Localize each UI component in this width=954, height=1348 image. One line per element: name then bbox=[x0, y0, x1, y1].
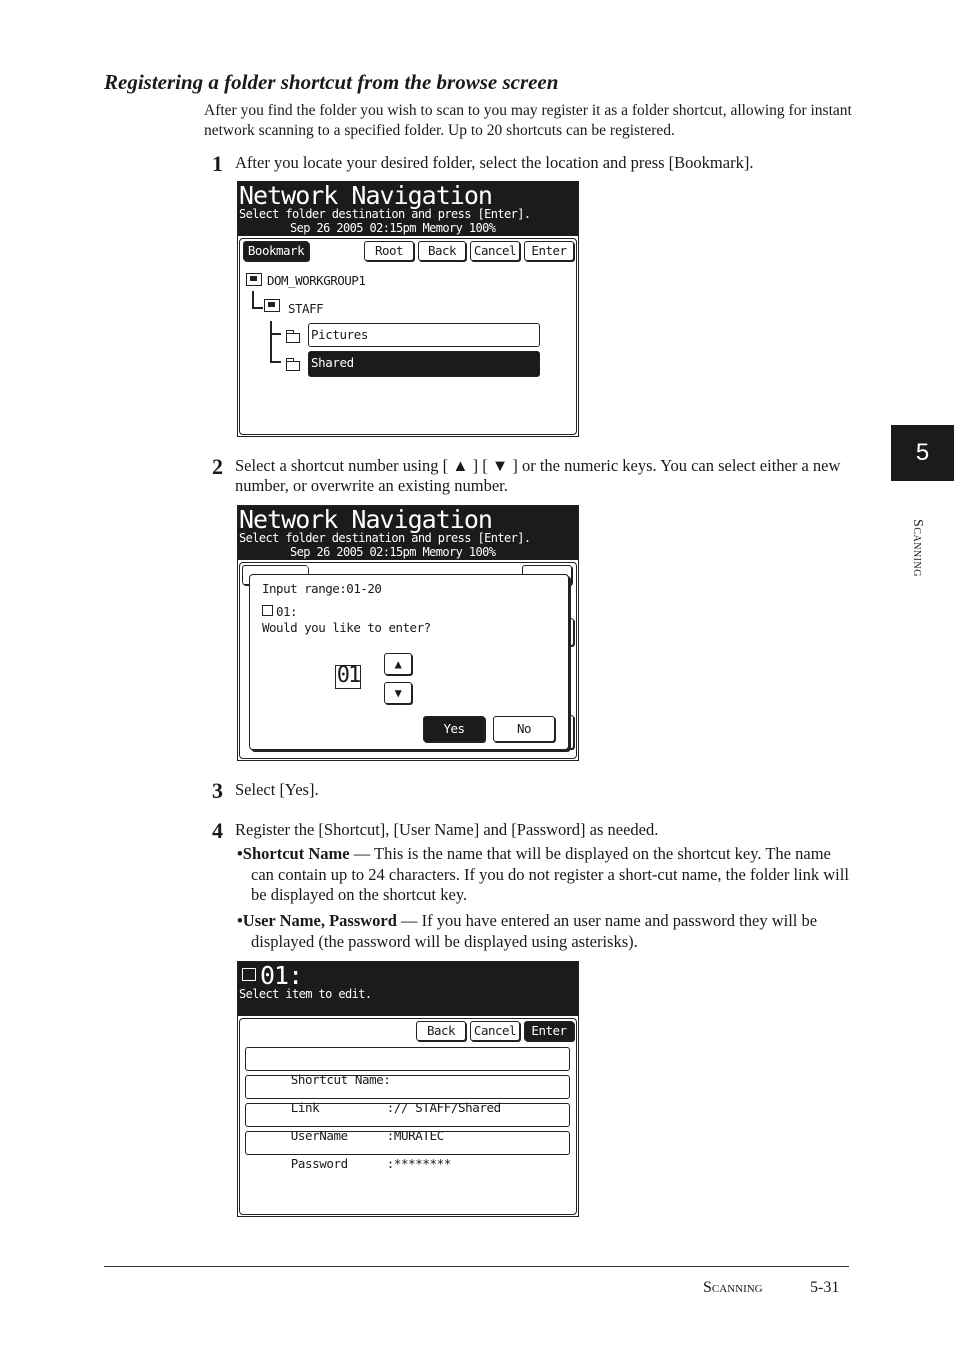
shortcut-icon bbox=[242, 968, 256, 981]
cancel-button[interactable]: Cancel bbox=[470, 241, 520, 261]
section-heading: Registering a folder shortcut from the browse screen bbox=[104, 70, 559, 94]
folder-icon bbox=[286, 361, 300, 371]
bullet-term: •Shortcut Name bbox=[237, 844, 350, 863]
root-button[interactable]: Root bbox=[364, 241, 414, 261]
chapter-tab: 5 bbox=[891, 425, 954, 481]
lcd-status-line: Sep 26 2005 02:15pm Memory 100% bbox=[290, 545, 496, 559]
bullet-term: •User Name, Password bbox=[237, 911, 397, 930]
bullet-user-name-password bbox=[237, 911, 857, 952]
link-field[interactable] bbox=[245, 1075, 570, 1115]
folder-row-pictures[interactable]: Pictures bbox=[308, 323, 540, 347]
shortcut-icon bbox=[262, 605, 273, 616]
intro-paragraph: After you find the folder you wish to scan to you may register it as a folder shortcut, allowing for instant network scanning to a specified folder. Up to 20 shortcuts can be registered. bbox=[204, 102, 852, 139]
footer-divider bbox=[104, 1266, 849, 1267]
bookmark-button[interactable]: Bookmark bbox=[243, 241, 309, 261]
username-field[interactable] bbox=[245, 1103, 570, 1143]
shortcut-name-field[interactable] bbox=[245, 1047, 570, 1087]
step-number: 2 bbox=[212, 454, 223, 479]
chapter-label-text: Scanning bbox=[910, 519, 925, 577]
workgroup-label[interactable]: DOM_WORKGROUP1 bbox=[267, 273, 366, 288]
field-label: Password bbox=[290, 1156, 348, 1171]
back-button[interactable]: Back bbox=[416, 1021, 466, 1041]
folder-row-shared[interactable]: Shared bbox=[308, 351, 540, 377]
input-range-label: Input range:01-20 bbox=[262, 581, 382, 596]
password-field[interactable] bbox=[245, 1131, 570, 1171]
step-number: 4 bbox=[212, 818, 223, 843]
confirm-question: Would you like to enter? bbox=[262, 620, 431, 635]
field-value: :MURATEC bbox=[386, 1128, 444, 1143]
lcd-screen-shortcut-number bbox=[237, 505, 579, 761]
lcd-header bbox=[238, 962, 578, 1016]
field-label: Shortcut Name: bbox=[290, 1072, 391, 1087]
down-arrow-button[interactable]: ▼ bbox=[384, 682, 412, 704]
lcd-instruction: Select folder destination and press [Enter]. bbox=[239, 207, 531, 221]
bullet-text: — If you have entered an user name and password they will be displayed (the password will be displayed using asterisks). bbox=[251, 911, 818, 951]
chapter-side-label bbox=[905, 498, 929, 598]
lcd-instruction: Select folder destination and press [Enter]. bbox=[239, 531, 531, 545]
server-label[interactable]: STAFF bbox=[288, 301, 324, 316]
no-button[interactable]: No bbox=[493, 716, 555, 742]
lcd-title: 01: bbox=[260, 961, 303, 990]
back-button[interactable]: Back bbox=[418, 241, 466, 261]
lcd-status-line: Sep 26 2005 02:15pm Memory 100% bbox=[290, 221, 496, 235]
lcd-header bbox=[238, 506, 578, 560]
bullet-shortcut-name bbox=[237, 844, 857, 906]
step-text: Select [Yes]. bbox=[235, 780, 319, 799]
footer-section: Scanning bbox=[703, 1279, 763, 1296]
page-number: 5-31 bbox=[810, 1279, 840, 1296]
tree-line-icon bbox=[252, 291, 263, 309]
step-number: 3 bbox=[212, 778, 223, 803]
shortcut-number-display[interactable]: 01 bbox=[336, 663, 360, 688]
tree-line-icon bbox=[270, 333, 281, 363]
yes-button[interactable]: Yes bbox=[423, 716, 485, 742]
step-text: Select a shortcut number using [ ▲ ] [ ▼ ] or the numeric keys. You can select either a new number, or overwrite an existing number. bbox=[235, 456, 841, 495]
step-text: After you locate your desired folder, select the location and press [Bookmark]. bbox=[235, 153, 754, 172]
lcd-title: Network Navigation bbox=[239, 181, 492, 210]
field-value: :******** bbox=[386, 1156, 451, 1171]
enter-button[interactable]: Enter bbox=[524, 241, 574, 261]
lcd-body bbox=[239, 1018, 577, 1215]
field-value: :// STAFF/Shared bbox=[386, 1100, 501, 1115]
folder-icon bbox=[286, 333, 300, 343]
workgroup-icon bbox=[246, 273, 262, 286]
cancel-button[interactable]: Cancel bbox=[470, 1021, 520, 1041]
up-arrow-button[interactable]: ▲ bbox=[384, 653, 412, 675]
lcd-screen-network-navigation bbox=[237, 181, 579, 437]
bullet-text: — This is the name that will be displayed on the shortcut key. The name can contain up to 24 characters. If you do not register a short-cut name, the folder link will be displayed on the shortcut key. bbox=[251, 844, 849, 904]
field-label: UserName bbox=[290, 1128, 348, 1143]
field-label: Link bbox=[290, 1100, 320, 1115]
server-icon bbox=[264, 299, 280, 312]
shortcut-number-label: 01: bbox=[276, 604, 298, 619]
enter-button[interactable]: Enter bbox=[524, 1021, 574, 1041]
step-number: 1 bbox=[212, 151, 223, 176]
lcd-header bbox=[238, 182, 578, 236]
lcd-instruction: Select item to edit. bbox=[239, 987, 372, 1001]
lcd-title: Network Navigation bbox=[239, 505, 492, 534]
lcd-body bbox=[239, 238, 577, 435]
shortcut-dialog bbox=[249, 574, 569, 750]
lcd-screen-edit-shortcut bbox=[237, 961, 579, 1217]
step-text: Register the [Shortcut], [User Name] and [Password] as needed. bbox=[235, 820, 659, 839]
